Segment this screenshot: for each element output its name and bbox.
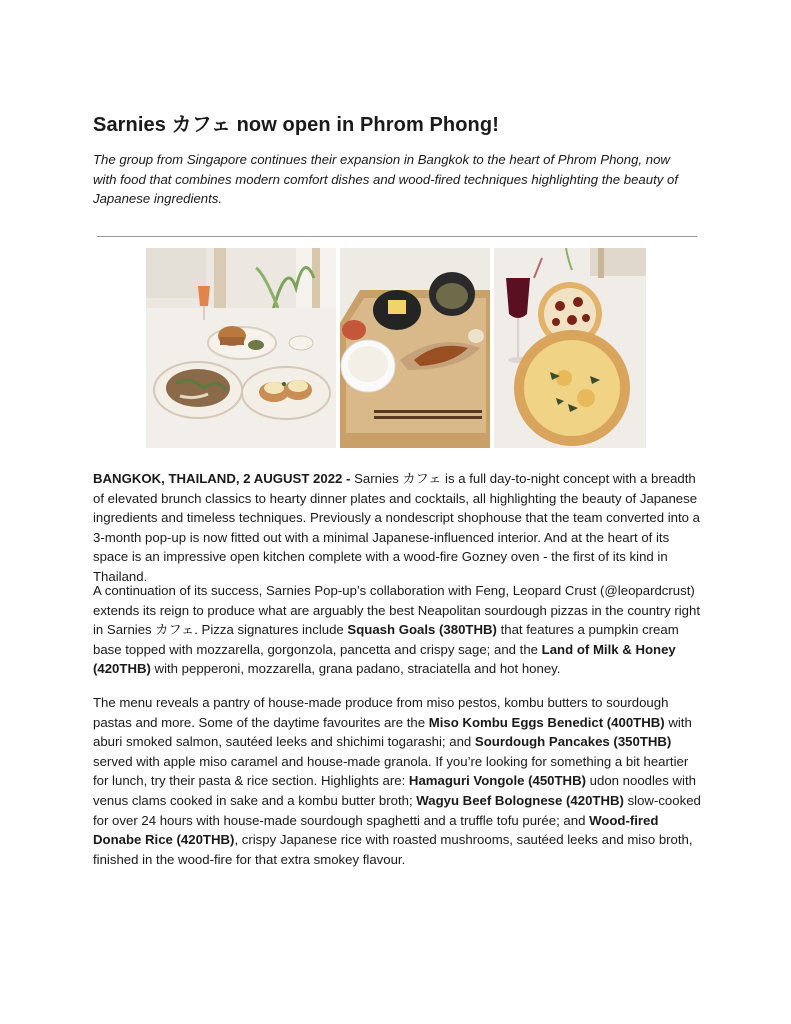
body-paragraph-1 [93,469,701,587]
menu-item-highlight: Wagyu Beef Bolognese (420THB) [416,792,624,808]
body-paragraph-2 [93,581,701,679]
page-title: Sarnies カフェ now open in Phrom Phong! [93,114,499,136]
menu-item-highlight: Sourdough Pancakes (350THB) [474,734,672,750]
paragraph-text: , crispy Japanese rice with roasted mushrooms, sautéed leeks and miso broth, finished in the wood-fire for that extra smokey flavour. [93,832,693,867]
japanese-set-tray-photo [340,248,490,448]
pizza-and-wine-photo [494,248,646,448]
paragraph-text: with pepperoni, mozzarella, grana padano, straciatella and hot honey. [150,661,561,677]
paragraph-text: slow-cooked for over 24 hours with house-made sourdough spaghetti and a truffle tofu purée; and [93,792,701,828]
horizontal-divider [97,236,697,237]
menu-item-highlight: Land of Milk & Honey (420THB) [93,641,676,677]
intro-paragraph: The group from Singapore continues their expansion in Bangkok to the heart of Phrom Phong, now with food that combines modern comfort dishes and wood-fired techniques highlighting the beauty of Japanese ingredients. [93,152,678,206]
menu-item-highlight: Wood-fired Donabe Rice (420THB) [93,812,659,848]
paragraph-text: udon noodles with venus clams cooked in sake and a kombu butter broth; [93,773,696,808]
paragraph-text: The menu reveals a pantry of house-made produce from miso pestos, kombu butters to sourdough pastas and more. Some of the daytime favourites are the [93,695,669,730]
paragraph-text: Sarnies カフェ is a full day-to-night concept with a breadth of elevated brunch classics to hearty dinner plates and cocktails, all highlighting the beauty of Japanese ingredients and timeless techniques. Previously a nondescript shophouse that the team converted into a 3-month pop-up is now fitted out with a minimal Japanese-influenced interior. And at the heart of its space is an impressive open kitchen complete with a wood-fire Gozney oven - the first of its kind in Thailand. [93,471,700,584]
dateline: BANGKOK, THAILAND, 2 AUGUST 2022 - [93,471,351,486]
brunch-plates-photo [146,248,336,448]
photo-strip [146,248,646,448]
menu-item-highlight: Miso Kombu Eggs Benedict (400THB) [428,714,665,730]
paragraph-text: with aburi smoked salmon, sautéed leeks and shichimi togarashi; and [93,714,692,750]
paragraph-text: that features a pumpkin cream base topped with mozzarella, gorgonzola, pancetta and crispy sage; and the [93,622,679,657]
body-paragraph-3 [93,693,701,869]
paragraph-text: A continuation of its success, Sarnies Pop-up’s collaboration with Feng, Leopard Crust (@leopardcrust) extends its reign to produce what are arguably the best Neapolitan sourdough pizzas in the country right in Sarnies カフェ. Pizza signatures include [93,583,700,638]
menu-item-highlight: Squash Goals (380THB) [347,622,497,638]
paragraph-text: served with apple miso caramel and house-made granola. If you’re looking for something a bit heartier for lunch, try their pasta & rice section. Highlights are: [93,753,689,789]
menu-item-highlight: Hamaguri Vongole (450THB) [408,773,586,789]
